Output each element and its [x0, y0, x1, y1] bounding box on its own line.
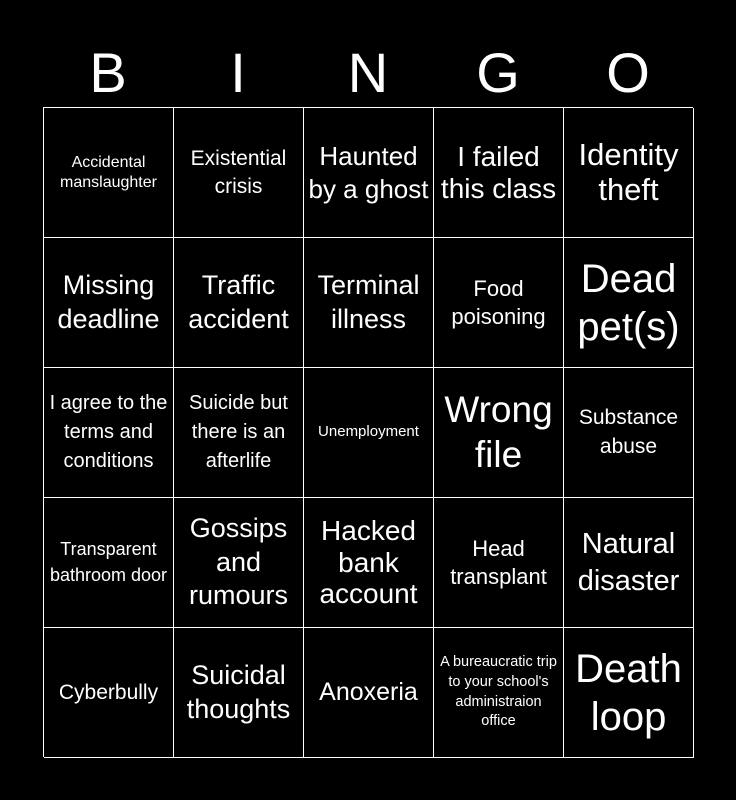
cell-text: Haunted by a ghost — [308, 141, 429, 204]
bingo-cell[interactable] — [564, 368, 694, 498]
cell-text: Natural disaster — [577, 528, 680, 597]
cell-text: I agree to the terms and conditions — [49, 392, 168, 472]
header-letter-g: G — [476, 41, 520, 104]
cell-text: Hacked bank account — [319, 515, 418, 610]
bingo-cell[interactable] — [434, 368, 564, 498]
bingo-cell[interactable] — [564, 108, 694, 238]
bingo-header — [43, 40, 693, 106]
cell-text: Head transplant — [450, 536, 547, 589]
cell-text: Substance abuse — [578, 405, 679, 458]
cell-text: I failed this class — [440, 141, 557, 204]
bingo-cell[interactable] — [174, 108, 304, 238]
header-letter-b: B — [89, 41, 127, 104]
cell-text: Missing deadline — [57, 269, 160, 334]
bingo-cell[interactable] — [304, 628, 434, 758]
bingo-cell[interactable] — [174, 498, 304, 628]
bingo-cell[interactable] — [564, 238, 694, 368]
bingo-cell[interactable] — [44, 498, 174, 628]
bingo-cell[interactable] — [304, 108, 434, 238]
cell-text: Anoxeria — [319, 677, 418, 706]
cell-text: Identity theft — [578, 136, 679, 207]
bingo-cell[interactable] — [44, 238, 174, 368]
bingo-grid — [43, 107, 693, 757]
cell-text: Traffic accident — [188, 269, 289, 334]
bingo-cell[interactable] — [174, 628, 304, 758]
bingo-cell[interactable] — [564, 628, 694, 758]
cell-text: Wrong file — [444, 389, 553, 475]
cell-text: Death loop — [575, 646, 682, 739]
cell-text: Suicidal thoughts — [186, 659, 291, 724]
cell-text: Existential crisis — [190, 147, 287, 198]
header-letter-n: N — [347, 41, 389, 104]
bingo-cell[interactable] — [174, 368, 304, 498]
cell-text: Accidental manslaughter — [60, 153, 157, 191]
bingo-cell[interactable] — [44, 368, 174, 498]
header-letter-o: O — [606, 41, 650, 104]
cell-text: Food poisoning — [451, 276, 546, 329]
cell-text: Cyberbully — [58, 680, 159, 704]
cell-text: Transparent bathroom door — [49, 539, 168, 585]
bingo-cell[interactable] — [564, 498, 694, 628]
cell-text: Suicide but there is an afterlife — [189, 392, 288, 472]
cell-text: Dead pet(s) — [577, 256, 680, 349]
bingo-cell[interactable] — [44, 108, 174, 238]
bingo-cell[interactable] — [44, 628, 174, 758]
cell-text: A bureaucratic trip to your school's administraion office — [440, 654, 557, 730]
header-letter-i: I — [230, 41, 246, 104]
bingo-cell[interactable] — [304, 368, 434, 498]
bingo-cell[interactable] — [304, 238, 434, 368]
bingo-cell[interactable] — [434, 628, 564, 758]
bingo-cell[interactable] — [434, 498, 564, 628]
bingo-cell[interactable] — [434, 238, 564, 368]
cell-text: Terminal illness — [317, 269, 420, 334]
bingo-cell[interactable] — [174, 238, 304, 368]
bingo-cell[interactable] — [434, 108, 564, 238]
cell-text: Unemployment — [318, 423, 419, 441]
cell-text: Gossips and rumours — [188, 512, 289, 611]
bingo-cell[interactable] — [304, 498, 434, 628]
